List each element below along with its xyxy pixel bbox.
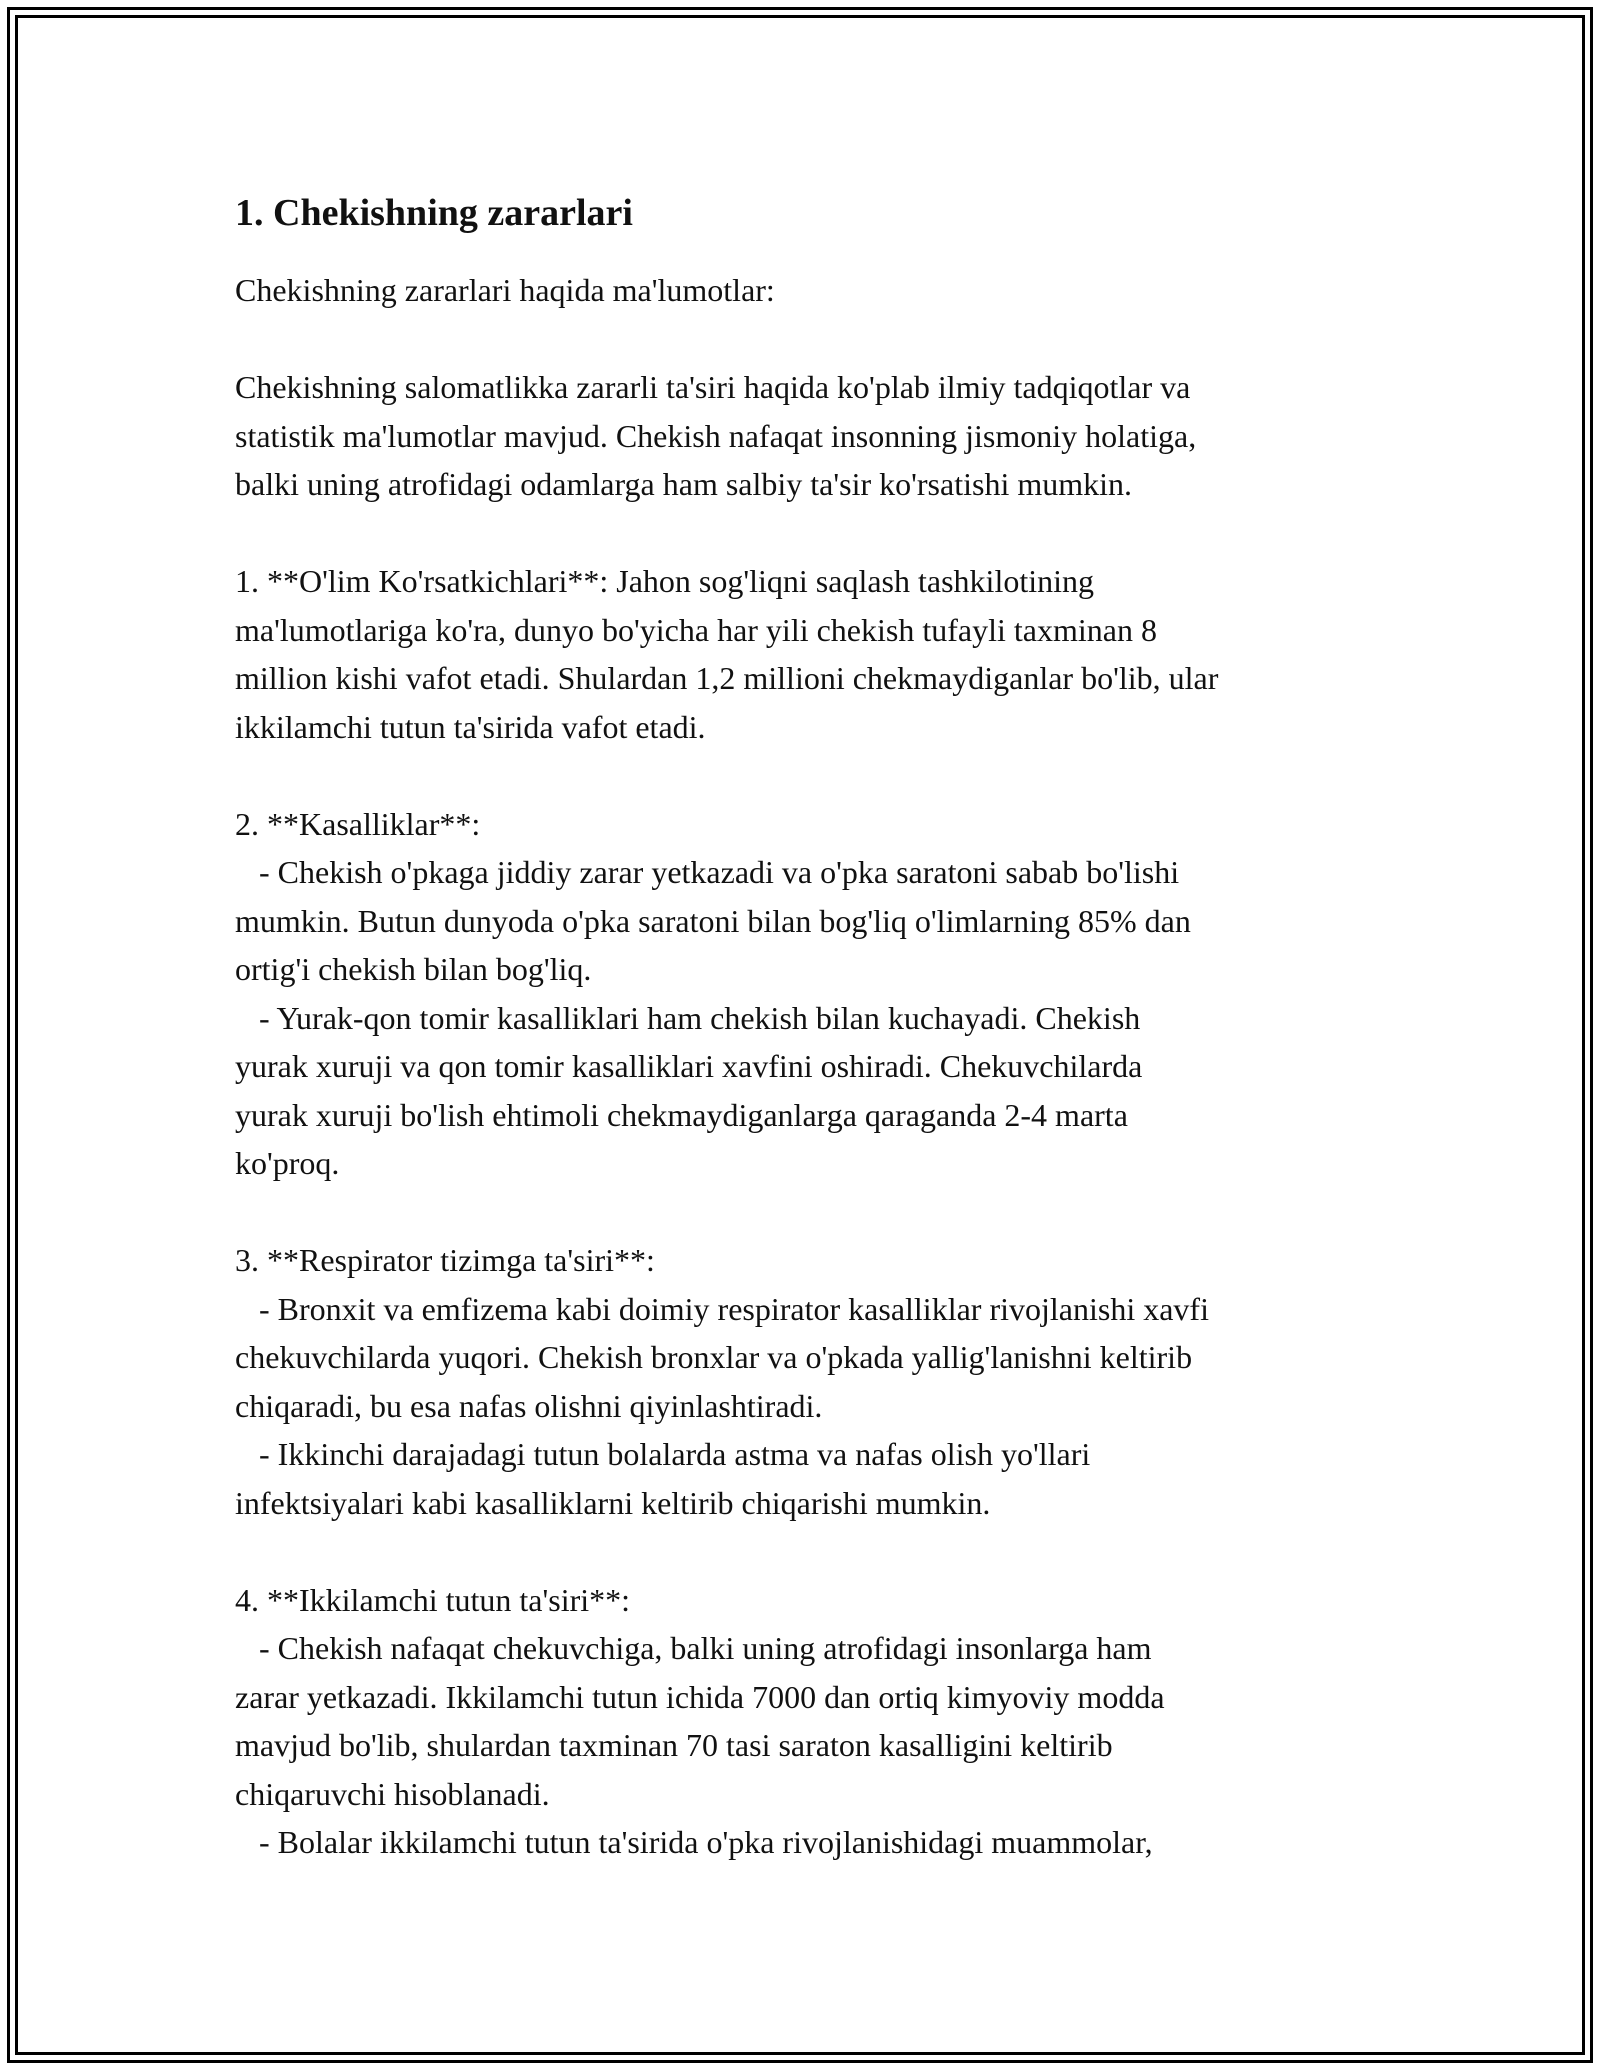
document-title: 1. Chekishning zararlari bbox=[235, 192, 633, 234]
document-content bbox=[235, 188, 1375, 1867]
document-body: Chekishning zararlari haqida ma'lumotlar: Chekishning salomatlikka zararli ta'siri haqida ko'plab ilmiy tadqiqotlar va statistik ma'lumotlar mavjud. Chekish nafaqat insonning jismoniy holatiga, balki uning atrofidagi odamlarga ham salbiy ta'sir ko'rsatishi mumkin. 1. **O'lim Ko'rsatkichlari**: Jahon sog'liqni saqlash tashkilotining ma'lumotlariga ko'ra, dunyo bo'yicha har yili chekish tufayli taxminan 8 million kishi vafot etadi. Shulardan 1,2 millioni chekmaydiganlar bo'lib, ular ikkilamchi tutun ta'sirida vafot etadi. 2. **Kasalliklar**: - Chekish o'pkaga jiddiy zarar yetkazadi va o'pka saratoni sabab bo'lishi mumkin. Butun dunyoda o'pka saratoni bilan bog'liq o'limlarning 85% dan ortig'i chekish bilan bog'liq. - Yurak-qon tomir kasalliklari ham chekish bilan kuchayadi. Chekish yurak xuruji va qon tomir kasalliklari xavfini oshiradi. Chekuvchilarda yurak xuruji bo'lish ehtimoli chekmaydiganlarga qaraganda 2-4 marta ko'proq. 3. **Respirator tizimga ta'siri**: - Bronxit va emfizema kabi doimiy respirator kasalliklar rivojlanishi xavfi chekuvchilarda yuqori. Chekish bronxlar va o'pkada yallig'lanishni keltirib chiqaradi, bu esa nafas olishni qiyinlashtiradi. - Ikkinchi darajadagi tutun bolalarda astma va nafas olish yo'llari infektsiyalari kabi kasalliklarni keltirib chiqarishi mumkin. 4. **Ikkilamchi tutun ta'siri**: - Chekish nafaqat chekuvchiga, balki uning atrofidagi insonlarga ham zarar yetkazadi. Ikkilamchi tutun ichida 7000 dan ortiq kimyoviy modda mavjud bo'lib, shulardan taxminan 70 tasi saraton kasalligini keltirib chiqaruvchi hisoblanadi. - Bolalar ikkilamchi tutun ta'sirida o'pka rivojlanishidagi muammolar, bbox=[235, 272, 1219, 1860]
